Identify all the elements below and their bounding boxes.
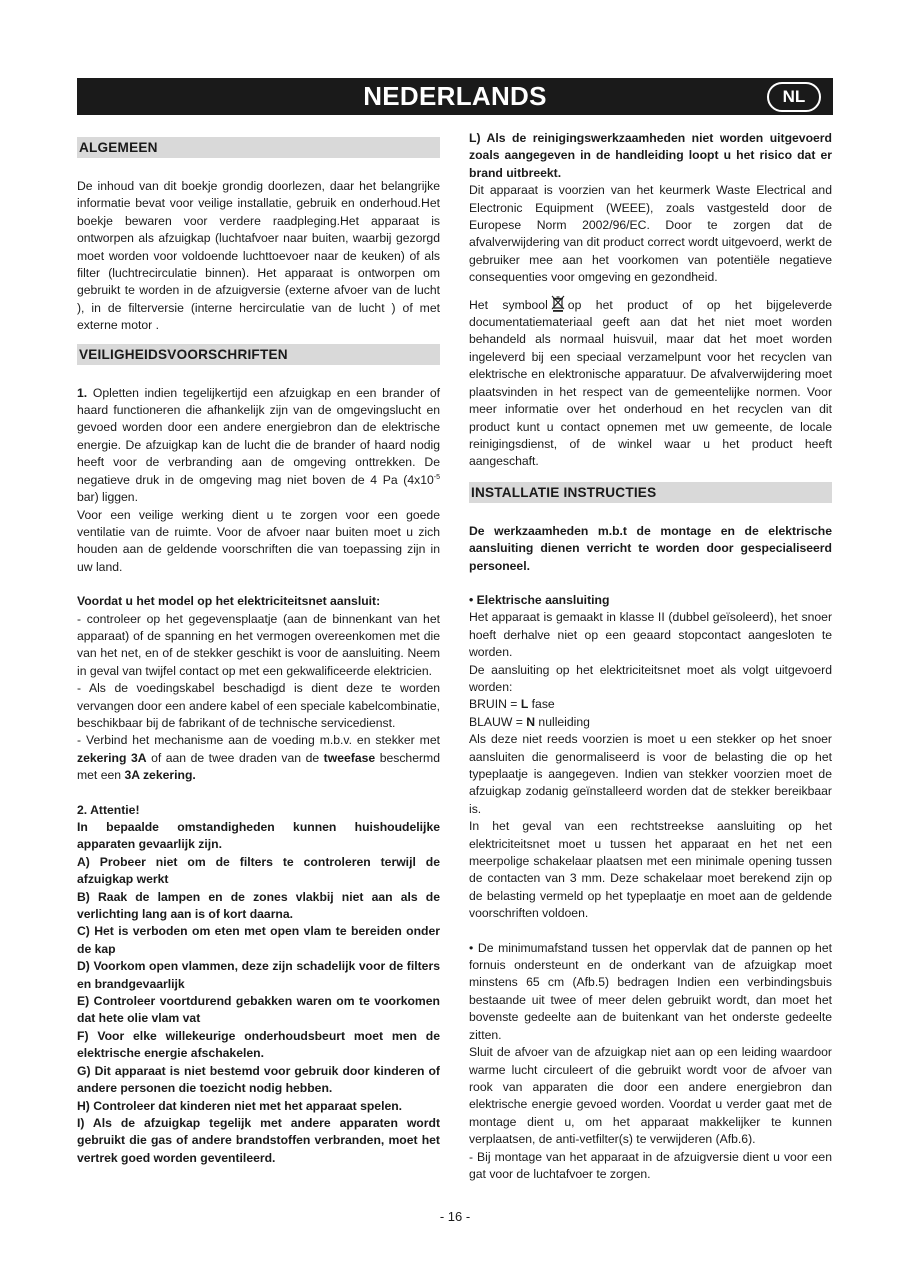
attentie-item: F) Voor elke willekeurige onderhoudsbeurt moet men de elektrische energie afschakelen. (77, 1028, 440, 1061)
minimum-distance-paragraph: • De minimumafstand tussen het oppervlak dat de pannen op het fornuis ondersteunt en de onderkant van de afzuigkap moet minstens 65 cm (Afb.5) bedragen Indien een verbindingsbuis bestaande uit twee of meer delen gebruikt wordt, dan moet het bovenste gedeelte aan de buitenkant van het onderste gedeelte zitten. (469, 940, 832, 1042)
attentie-item: B) Raak de lampen en de zones vlakbij niet aan als de verlichting lang aan is of kort daarna. (77, 889, 440, 922)
elektrische-aansluiting-heading: • Elektrische aansluiting (469, 592, 610, 607)
crossed-bin-icon (551, 295, 565, 312)
fire-risk-warning: L) Als de reinigingswerkzaamheden niet worden uitgevoerd zoals aangegeven in de handleiding loopt u het risico dat er brand uitbreekt. (469, 131, 832, 180)
attentie-item: E) Controleer voortdurend gebakken waren om te voorkomen dat hete olie vlam vat (77, 994, 440, 1026)
attentie-heading: 2. Attentie! (77, 802, 140, 817)
attentie-item: C) Het is verboden om eten met open vlam te bereiden onder de kap (77, 924, 440, 956)
language-badge: NL (767, 82, 821, 112)
section-heading-veiligheid: VEILIGHEIDSVOORSCHRIFTEN (77, 344, 440, 365)
right-column (469, 130, 832, 1183)
attentie-item: In bepaalde omstandigheden kunnen huishoudelijke apparaten gevaarlijk zijn. (77, 820, 440, 852)
voordat-item-1: - controleer op het gegevensplaatje (aan de binnenkant van het apparaat) of de spanning en het vermogen overeenkomen met die van het net, en of de stekker geschikt is voor de aansluiting. Neem in geval van twijfel contact op met een gekwalificeerde elektricien. (77, 611, 440, 678)
elektrische-paragraph-3: Als deze niet reeds voorzien is moet u een stekker op het snoer aansluiten die genormaliseerd is voor de belasting die op het typeplaatje is aangegeven. Indien van stekker voorzien moet de afzuigkap zodanig geïnstalleerd worden dat de stekker bereikbaar is. (469, 732, 832, 816)
section-heading-installatie: INSTALLATIE INSTRUCTIES (469, 482, 832, 503)
left-column (77, 130, 440, 1167)
voordat-item-2: - Als de voedingskabel beschadigd is dient deze te worden vervangen door een andere kabel of een speciale kabelcombinatie, beschikbaar bij de fabrikant of de technische servicedienst. (77, 681, 440, 730)
voordat-heading: Voordat u het model op het elektriciteitsnet aansluit: (77, 594, 381, 609)
attentie-item: I) Als de afzuigkap tegelijk met andere apparaten wordt gebruikt die gas of andere brandstoffen verbranden, moet het vertrek goed worden geventileerd. (77, 1115, 440, 1165)
algemeen-text: De inhoud van dit boekje grondig doorlezen, daar het belangrijke informatie bevat voor veilige installatie, gebruik en onderhoud.Het boekje bewaren voor verdere raadpleging.Het apparaat is ontworpen als afzuigkap (luchtafvoer naar buiten, waarbij gezorgd moet worden voor voldoende luchttoevoer naar de keuken) of als filter (luchtrecirculatie binnen). Het apparaat is ontworpen om gebruikt te worden in de afzuigversie (externe afvoer van de lucht ), in de filterversie (interne hercirculatie van de lucht ) of met externe motor . (77, 179, 440, 333)
afzuigversie-paragraph: - Bij montage van het apparaat in de afzuigversie dient u voor een gat voor de luchtafvoer te zorgen. (469, 1149, 832, 1181)
page-title: NEDERLANDS (363, 81, 547, 111)
language-banner (77, 78, 833, 115)
wire-blue: BLAUW = N nulleiding (469, 714, 590, 729)
weee-paragraph-1: Dit apparaat is voorzien van het keurmerk Waste Electrical and Electronic Equipment (WEEE), zoals vastgesteld door de Europese Norm 2002/96/EC. Door te zorgen dat de afvalverwijdering van dit product correct wordt uitgevoerd, werkt de gebruiker mee aan het voorkomen van potentiële negatieve consequenties voor omgeving en gezondheid. (469, 183, 832, 285)
elektrische-paragraph-2: De aansluiting op het elektriciteitsnet moet als volgt uitgevoerd worden: (469, 662, 832, 694)
page-number: - 16 - (439, 1209, 471, 1224)
section-heading-algemeen: ALGEMEEN (77, 137, 440, 158)
weee-paragraph-2: Het symbool op het product of op het bijgeleverde documentatiemateriaal geeft aan dat het niet moet worden behandeld als normaal huisvuil, maar dat het moet worden ingeleverd bij een speciaal verzamelpunt voor het recyclen van elektrische en elektronische apparatuur. De afvalverwijdering moet plaatsvinden in het respect van de gemeentelijke normen. Voor meer informatie over het onderhoud en het recyclen van dit product kunt u contact opnemen met uw gemeente, de locale reinigingsdienst, of de winkel waar u het product heeft aangeschaft. (469, 295, 832, 471)
elektrische-paragraph-4: In het geval van een rechtstreekse aansluiting op het elektriciteitsnet moet u tussen het apparaat en het net een meerpolige schakelaar plaatsen met een minimale opening tussen de contacten van 3 mm. Deze schakelaar moet berekend zijn op de belasting vermeld op het typeplaatje en moet aan de geldende voorschriften voldoen. (469, 819, 832, 921)
elektrische-paragraph-1: Het apparaat is gemaakt in klasse II (dubbel geïsoleerd), het snoer hoeft derhalve niet op een geaard stopcontact aangesloten te worden. (469, 610, 832, 660)
attentie-item: G) Dit apparaat is niet bestemd voor gebruik door kinderen of andere personen die toezicht nodig hebben. (77, 1063, 440, 1096)
voordat-item-3: - Verbind het mechanisme aan de voeding m.b.v. en stekker met zekering 3A of aan de twee draden van de tweefase beschermd met een 3A zekering. (77, 733, 440, 783)
installatie-intro: De werkzaamheden m.b.t de montage en de elektrische aansluiting dienen verricht te worden door gespecialiseerd personeel. (469, 523, 832, 573)
wire-brown: BRUIN = L fase (469, 697, 555, 712)
safety-paragraph-2: Voor een veilige werking dient u te zorgen voor een goede ventilatie van de ruimte. Voor de afvoer naar buiten moet u zich houden aan de geldende voorschriften die van toepassing zijn in uw land. (77, 507, 440, 574)
afvoer-paragraph: Sluit de afvoer van de afzuigkap niet aan op een leiding waardoor warme lucht circuleert of die gebruikt wordt voor de afvoer van rook van apparaten die door een andere energiebron dan elektrische energie gevoed worden. Voordat u verder gaat met de montage dient u, om het apparaat makkelijker te kunnen verplaatsen, de anti-vetfilter(s) te verwijderen (Afb.6). (469, 1045, 832, 1147)
attentie-item: H) Controleer dat kinderen niet met het apparaat spelen. (77, 1098, 403, 1113)
attentie-item: A) Probeer niet om de filters te controleren terwijl de afzuigkap werkt (77, 854, 440, 887)
attentie-item: D) Voorkom open vlammen, deze zijn schadelijk voor de filters en brandgevaarlijk (77, 959, 440, 991)
safety-paragraph-1: 1. Opletten indien tegelijkertijd een afzuigkap en een brander of haard functioneren die afhankelijk zijn van de omgevingslucht en gevoed worden door een andere energiebron dan de elektrische energie. De afzuigkap kan de lucht die de brander of haard nodig heeft voor de verbranding aan de omgeving onttrekken. De negatieve druk in de omgeving mag niet boven de 4 Pa ($4x10^{-5}$ bar) liggen. (77, 385, 440, 505)
attentie-list (77, 819, 440, 1167)
